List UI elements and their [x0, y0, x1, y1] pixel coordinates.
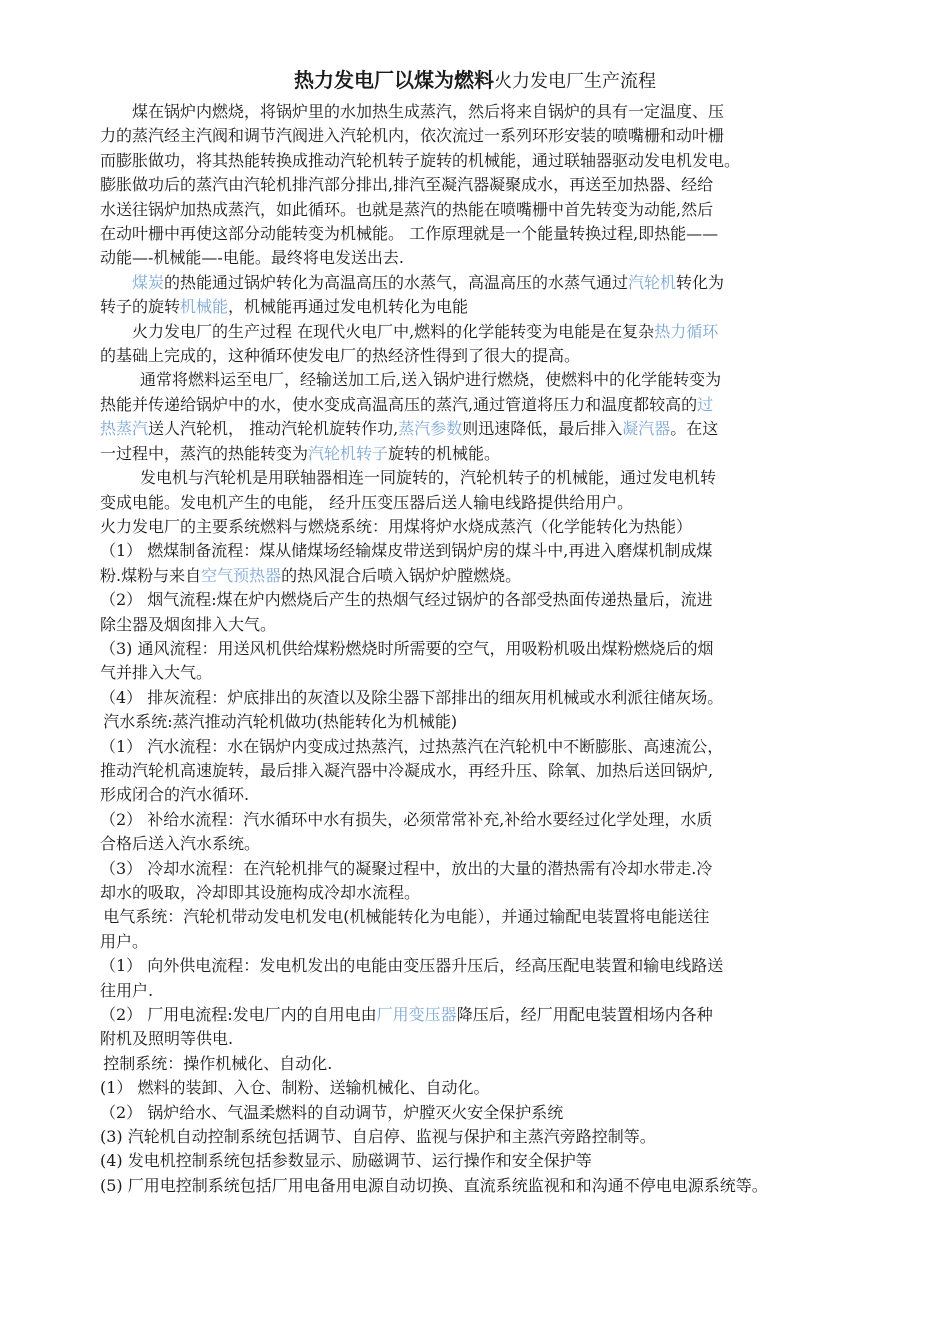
- text-segment: 旋转的机械能。: [388, 443, 501, 463]
- paragraph-line: 变成电能。发电机产生的电能， 经升压变压器后送人输电线路提供给用户。: [100, 492, 634, 512]
- text-segment: 一过程中，蒸汽的热能转变为: [100, 443, 309, 463]
- paragraph-line: 控制系统：操作机械化、自动化.: [103, 1053, 333, 1073]
- term-link[interactable]: 过: [697, 394, 714, 414]
- paragraph-line: （1） 汽水流程：水在锅炉内变成过热蒸汽，过热蒸汽在汽轮机中不断膨胀、高速流公，: [100, 736, 724, 756]
- paragraph-line: [100, 271, 850, 295]
- paragraph-line: 用户。: [100, 931, 149, 951]
- term-link[interactable]: 煤炭: [132, 272, 165, 292]
- paragraph-line: （2） 补给水流程：汽水循环中水有损失，必须常常补充,补给水要经过化学处理，水质: [100, 809, 713, 829]
- paragraph-line: 动能—-机械能—-电能。最终将电发送出去.: [100, 248, 404, 268]
- paragraph-line: （4） 排灰流程：炉底排出的灰渣以及除尘器下部排出的细灰用机械或水利派往储灰场。: [100, 687, 724, 707]
- paragraph-line: (5) 厂用电控制系统包括厂用电备用电源自动切换、直流系统监视和和沟通不停电电源系统等。: [100, 1175, 768, 1195]
- text-segment: 送人汽轮机， 推动汽轮机旋转作功,: [148, 419, 399, 439]
- paragraph-line: （1） 向外供电流程：发电机发出的电能由变压器升压后，经高压配电装置和输电线路送: [100, 956, 724, 976]
- paragraph-line: 煤在锅炉内燃烧，将锅炉里的水加热生成蒸汽，然后将来自锅炉的具有一定温度、压: [132, 102, 725, 121]
- title-bold: 热力发电厂以煤为燃料: [294, 68, 494, 92]
- document-body: [100, 100, 850, 1198]
- paragraph-line: （2） 烟气流程:煤在炉内燃烧后产生的热烟气经过锅炉的各部受热面传递热量后，流进: [100, 590, 713, 610]
- text-segment: 的热风混合后喷入锅炉炉膛燃烧。: [281, 565, 522, 585]
- term-link[interactable]: 凝汽器: [622, 419, 671, 439]
- paragraph-line: 在动叶栅中再使这部分动能转变为机械能。 工作原理就是一个能量转换过程,即热能——: [100, 224, 719, 244]
- paragraph-line: (3) 汽轮机自动控制系统包括调节、自启停、监视与保护和主蒸汽旁路控制等。: [100, 1127, 656, 1147]
- paragraph-line: [100, 393, 850, 417]
- paragraph-line: 火力发电厂的主要系统燃料与燃烧系统：用煤将炉水烧成蒸汽（化学能转化为热能）: [100, 516, 693, 536]
- text-segment: 则迅速降低，最后排入: [462, 419, 623, 439]
- paragraph-line: （1） 燃煤制备流程：煤从储煤场经输煤皮带送到锅炉房的煤斗中,再进入磨煤机制成煤: [100, 541, 713, 561]
- paragraph-line: 往用户.: [100, 980, 154, 1000]
- paragraph-line: (4) 发电机控制系统包括参数显示、励磁调节、运行操作和安全保护等: [100, 1151, 592, 1171]
- paragraph-line: 汽水系统:蒸汽推动汽轮机做功(热能转化为机械能): [103, 712, 458, 732]
- paragraph-line: 通常将燃料运至电厂，经输送加工后,送入锅炉进行燃烧，使燃料中的化学能转变为: [140, 370, 722, 390]
- term-link[interactable]: 蒸汽参数: [398, 419, 463, 439]
- term-link[interactable]: 汽轮机转子: [308, 443, 389, 463]
- paragraph-line: [100, 564, 850, 588]
- paragraph-line: （3) 通风流程：用送风机供给煤粉燃烧时所需要的空气，用吸粉机吸出煤粉燃烧后的烟: [100, 638, 714, 658]
- paragraph-line: 除尘器及烟囱排入大气。: [100, 614, 277, 634]
- term-link[interactable]: 空气预热器: [201, 565, 282, 585]
- text-segment: 粉.煤粉与来自: [100, 565, 202, 585]
- title-normal: 火力发电厂生产流程: [494, 71, 656, 92]
- paragraph-line: 附机及照明等供电.: [100, 1029, 234, 1049]
- text-segment: 转子的旋转: [100, 297, 181, 317]
- paragraph-line: 合格后送入汽水系统。: [100, 834, 261, 854]
- paragraph-line: [100, 295, 850, 319]
- text-segment: （2） 厂用电流程:发电厂内的自用电由: [100, 1005, 377, 1025]
- text-segment: 火力发电厂的生产过程 在现代火电厂中,燃料的化学能转变为电能是在复杂: [132, 321, 655, 341]
- paragraph-line: 力的蒸汽经主汽阀和调节汽阀进入汽轮机内，依次流过一系列环形安装的喷嘴栅和动叶栅: [100, 126, 725, 146]
- paragraph-line: 形成闭合的汽水循环.: [100, 785, 250, 805]
- text-segment: ，机械能再通过发电机转化为电能: [228, 297, 469, 317]
- term-link[interactable]: 热蒸汽: [100, 419, 149, 439]
- paragraph-line: [100, 1003, 850, 1027]
- text-segment: 。在这: [670, 419, 719, 439]
- paragraph-line: 发电机与汽轮机是用联轴器相连一同旋转的，汽轮机转子的机械能，通过发电机转: [140, 468, 717, 488]
- text-segment: 转化为: [676, 272, 725, 292]
- paragraph-line: 而膨胀做功，将其热能转换成推动汽轮机转子旋转的机械能，通过联轴器驱动发电机发电。: [100, 150, 741, 170]
- paragraph-line: [100, 417, 850, 441]
- paragraph-line: （3） 冷却水流程：在汽轮机排气的凝聚过程中，放出的大量的潜热需有冷却水带走.冷: [100, 858, 713, 878]
- paragraph-line: (1） 燃料的装卸、入仓、制粉、送输机械化、自动化。: [100, 1078, 490, 1098]
- term-link[interactable]: 厂用变压器: [376, 1005, 457, 1025]
- paragraph-line: 却水的吸取，冷却即其设施构成冷却水流程。: [100, 883, 421, 902]
- paragraph-line: [100, 442, 850, 466]
- term-link[interactable]: 热力循环: [654, 321, 719, 341]
- paragraph-line: [100, 320, 850, 344]
- paragraph-line: 水送往锅炉加热成蒸汽，如此循环。也就是蒸汽的热能在喷嘴栅中首先转变为动能,然后: [100, 199, 714, 219]
- paragraph-line: 的基础上完成的，这种循环使发电厂的热经济性得到了很大的提高。: [100, 346, 581, 366]
- paragraph-line: 电气系统：汽轮机带动发电机发电(机械能转化为电能），并通过输配电装置将电能送往: [103, 907, 710, 927]
- paragraph-line: 膨胀做功后的蒸汽由汽轮机排汽部分排出,排汽至凝汽器凝聚成水，再送至加热器、经给: [100, 175, 714, 195]
- text-segment: 降压后，经厂用配电装置相场内各种: [456, 1005, 713, 1025]
- term-link[interactable]: 机械能: [180, 297, 229, 317]
- document-title: [100, 66, 850, 96]
- term-link[interactable]: 汽轮机: [628, 272, 677, 292]
- text-segment: 热能并传递给锅炉中的水，使水变成高温高压的蒸汽,通过管道将压力和温度都较高的: [100, 394, 698, 414]
- text-segment: 的热能通过锅炉转化为高温高压的水蒸气，高温高压的水蒸气通过: [164, 272, 629, 292]
- document-page: [100, 66, 850, 1198]
- paragraph-line: 推动汽轮机高速旋转，最后排入凝汽器中冷凝成水，再经升压、除氧、加热后送回锅炉,: [100, 760, 714, 780]
- paragraph-line: 气并排入大气。: [100, 663, 213, 683]
- paragraph-line: （2） 锅炉给水、气温柔燃料的自动调节，炉膛灭火安全保护系统: [100, 1102, 564, 1122]
